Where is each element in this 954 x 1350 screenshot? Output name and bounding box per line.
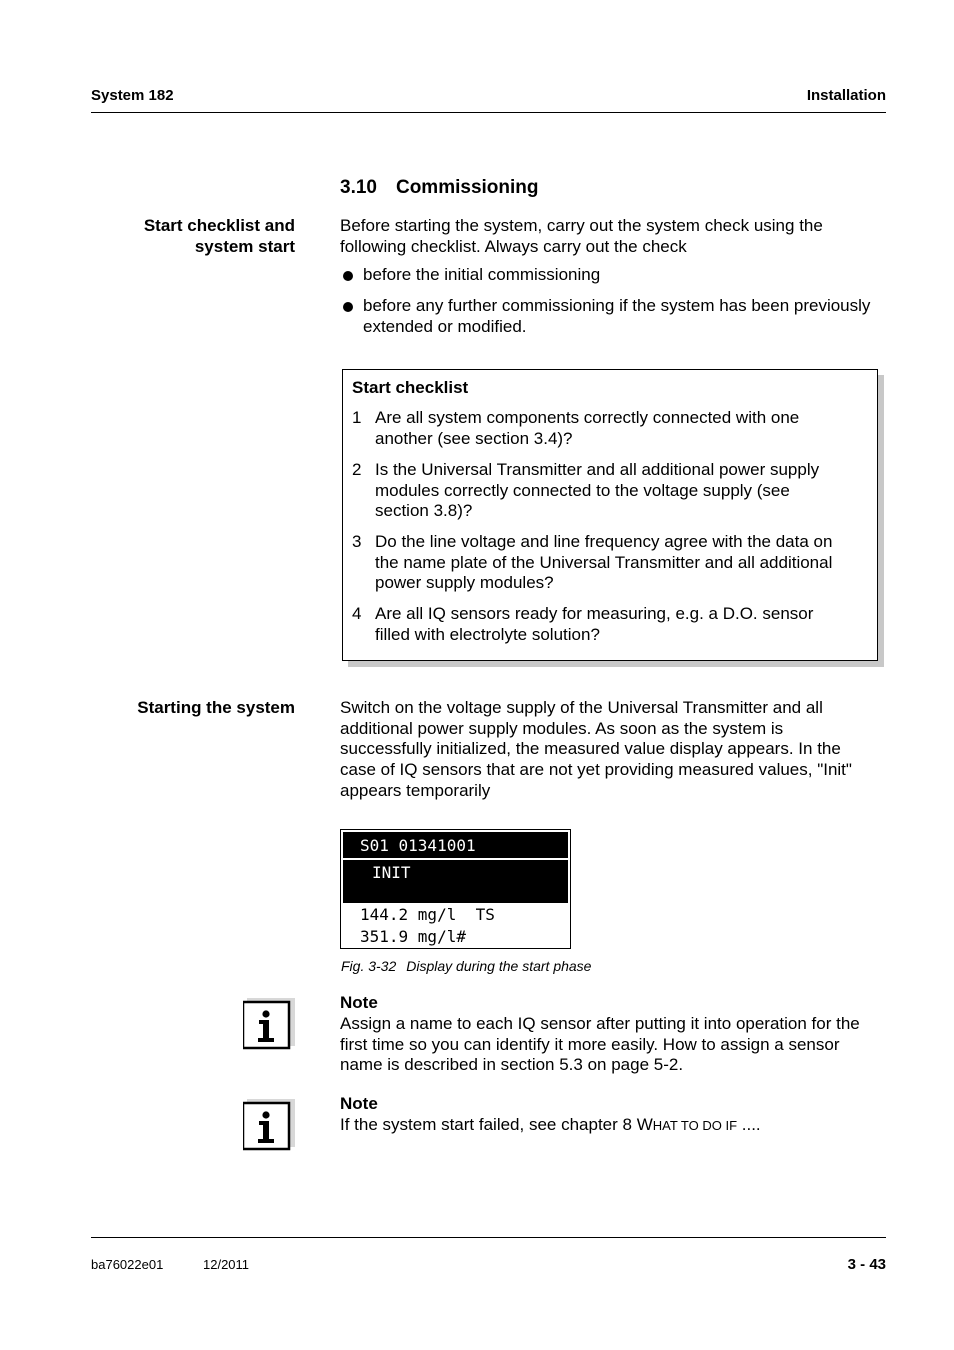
side-label-checklist: Start checklist and system start <box>143 216 295 256</box>
bullet-dot <box>343 271 353 281</box>
checklist-item: 1 Are all system components correctly connected with one another (see section 3.4)? <box>352 408 800 448</box>
chapter-link: W <box>636 1115 653 1134</box>
note-text: If the system start failed, see chapter 8 WHAT TO DO IF .... <box>340 1115 761 1134</box>
lcd-display <box>340 829 571 949</box>
header-left: System 182 <box>91 87 174 104</box>
starting-paragraph: Switch on the voltage supply of the Universal Transmitter and all additional power supply modules. As soon as the system is successfully initialized, the measured value display appears. In the case of IQ sensors that are not yet providing measured values, "Init" appears temporarily <box>340 698 852 800</box>
chapter-link-smallcaps: HAT TO DO IF <box>652 1118 738 1133</box>
lcd-sensor-line: S01 01341001 <box>360 836 476 855</box>
lcd-header-bar <box>343 832 568 858</box>
checklist-item: 4 Are all IQ sensors ready for measuring, e.g. a D.O. sensor filled with electrolyte solution? <box>352 604 814 644</box>
checklist-item: 3 Do the line voltage and line frequency agree with the data on the name plate of the Universal Transmitter and all additional power supply modules? <box>352 532 833 593</box>
lcd-reading-2: 351.9 mg/l# <box>360 927 466 946</box>
figure-caption: Fig. 3-32 Display during the start phase <box>341 958 592 974</box>
intro-paragraph: Before starting the system, carry out the system check using the following checklist. Always carry out the check <box>340 216 823 256</box>
side-label-starting: Starting the system <box>137 698 295 717</box>
section-title: Commissioning <box>395 177 539 198</box>
header-right: Installation <box>806 87 886 104</box>
bullet-dot <box>343 302 353 312</box>
section-number: 3.10 <box>340 177 377 198</box>
lcd-value-bar <box>343 860 568 903</box>
note-text: Assign a name to each IQ sensor after putting it into operation for the first time so you can identify it more easily. How to assign a sensor name is described in section 5.3 on page 5-2. <box>340 1014 860 1075</box>
header-rule <box>91 112 886 113</box>
checklist-title: Start checklist <box>352 378 469 397</box>
footer-rule <box>91 1237 886 1238</box>
footer-date: 12/2011 <box>203 1257 250 1272</box>
page-number: 3 - 43 <box>847 1256 886 1273</box>
footer-doc-id: ba76022e01 <box>91 1257 164 1272</box>
note-title: Note <box>340 1094 378 1113</box>
section-heading <box>340 177 539 199</box>
info-icon <box>243 998 295 1050</box>
bullet-item: before the initial commissioning <box>340 265 885 286</box>
lcd-init-text: INIT <box>372 863 411 882</box>
checklist-item: 2 Is the Universal Transmitter and all additional power supply modules correctly connected to the voltage supply (see section 3.8)? <box>352 460 820 521</box>
bullet-item: before any further commissioning if the system has been previously extended or modified. <box>340 296 885 337</box>
note-title: Note <box>340 993 378 1012</box>
lcd-reading-1: 144.2 mg/l TS <box>360 905 495 924</box>
info-icon <box>243 1099 295 1151</box>
start-checklist-box <box>342 369 878 661</box>
